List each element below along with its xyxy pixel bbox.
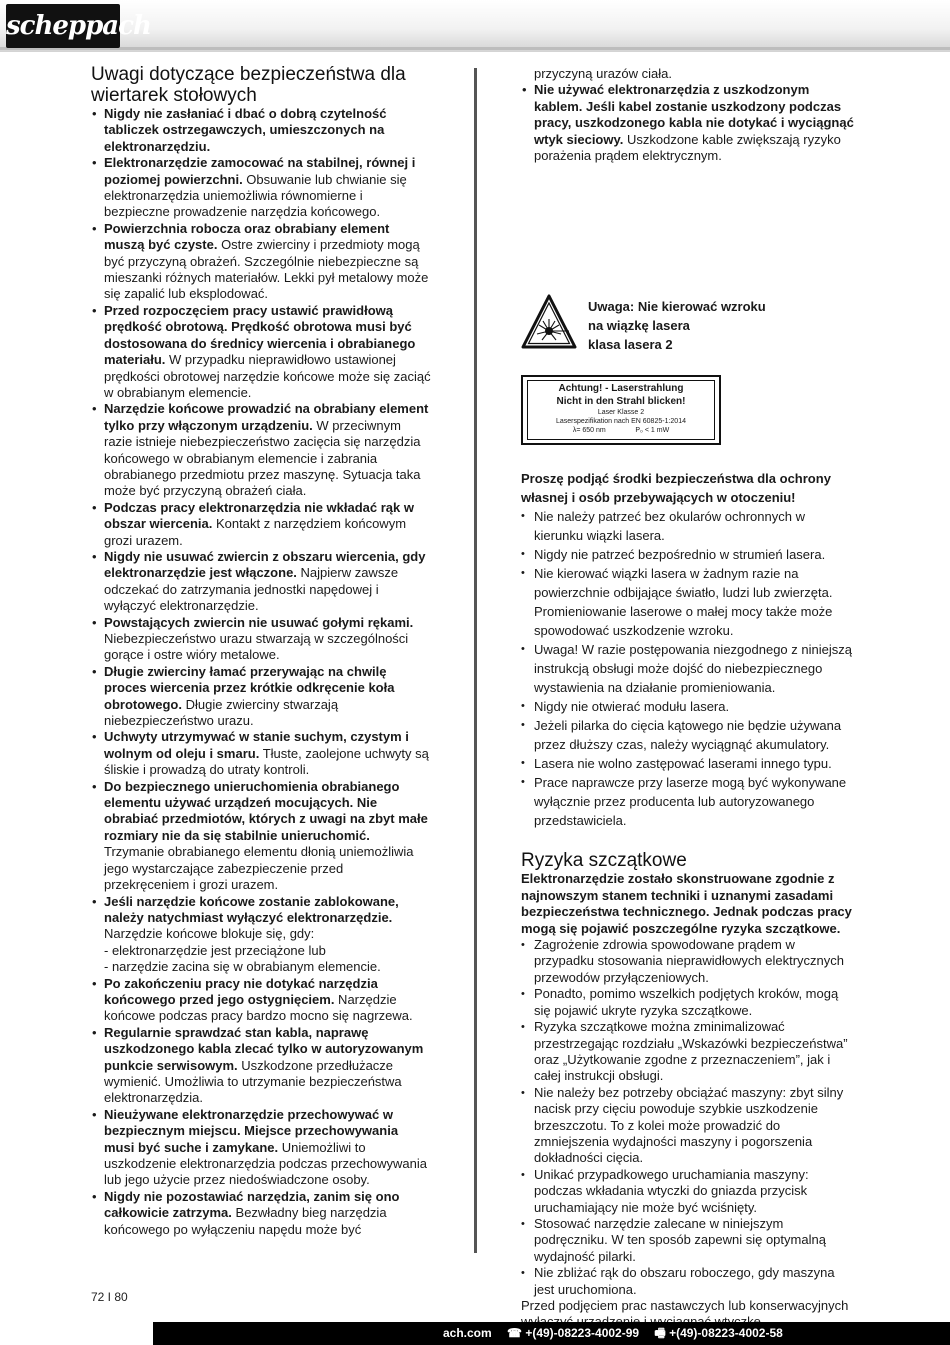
residual-intro: Elektronarzędzie zostało skonstruowane zgodnie z najnowszym stanem techniki i uznanymi zasadami bezpieczeństwa technicznego. Jednak podczas pracy mogą się pojawić poszczególne ryzyka szczątkowe. <box>521 871 852 936</box>
list-item: • Nie kierować wiązki lasera w żadnym razie na powierzchnie odbijające światło, ludzi lub zwierzęta. Promieniowanie laserowe o małej mocy także może spowodować uszkodzenie wzroku. <box>521 564 856 640</box>
item-bold-text: Nigdy nie pozostawiać narzędzia, zanim się ono całkowicie zatrzyma. <box>104 1188 400 1221</box>
left-column <box>91 64 431 1238</box>
list-item: • Zagrożenie zdrowia spowodowane prądem w przypadku stosowania nieprawidłowych elektrycznych przewodów przyłączeniowych. <box>521 937 856 986</box>
list-item: • Nie zbliżać rąk do obszaru roboczego, gdy maszyna jest uruchomiona. <box>521 1265 856 1298</box>
footer-white-block <box>0 1322 153 1345</box>
item-text: Narzędzie końcowe podczas pracy bardzo mocno się nagrzewa. <box>104 991 413 1024</box>
item-text: Uniemożliwi to uszkodzenie elektronarzędzia podczas przechowywania lub jego użycie przez niedoświadczone osoby. <box>104 1139 428 1188</box>
list-item: • Nigdy nie patrzeć bezpośrednio w strumień lasera. <box>521 545 856 564</box>
item-bold-text: Podczas pracy elektronarzędzia nie wkładać rąk w obszar wiercenia. <box>104 499 414 532</box>
item-bold-text: Do bezpiecznego unieruchomienia obrabianego elementu używać urządzeń mocujących. Nie obrabiać przedmiotów, których z uwagi na zbyt małe rozmiary nie da się stabilnie unieruchomić. <box>104 778 428 843</box>
laser-warning-line: Uwaga: Nie kierować wzroku <box>588 299 766 315</box>
residual-risks-list <box>521 937 856 1298</box>
laser-warning-line: klasa lasera 2 <box>588 337 673 353</box>
column-divider <box>474 68 477 1253</box>
item-bold-text: Powstających zwiercin nie usuwać gołymi rękami. <box>104 614 414 630</box>
item-bold-text: Długie zwierciny łamać przerywając na chwilę proces wiercenia przez krótkie odkręcenie koła obrotowego. <box>104 663 395 712</box>
list-item <box>91 401 431 499</box>
list-item <box>91 729 431 778</box>
laser-warning-block <box>521 164 856 454</box>
list-item: • Nie należy bez potrzeby obciążać maszyny: zbyt silny nacisk przy cięciu powoduje szybkie uszkodzenie brzeszczotu. To z kolei może prowadzić do zmniejszenia wydajności maszyny i pogorszenia dokładności cięcia. <box>521 1085 856 1167</box>
section-heading-drill-safety: Uwagi dotyczące bezpieczeństwa dla wiertarek stołowych <box>91 64 406 106</box>
item-text: W przeciwnym razie istnieje niebezpieczeństwo zacięcia się narzędzia końcowego w obrabianym elemencie i zabrania obrabianego przedmiotu przez maszynę. Sytuacja taka może być przyczyną obrażeń ciała. <box>104 417 421 499</box>
fax-number: 🖷 +(49)-08223-4002-58 <box>654 1326 783 1340</box>
cable-safety-list <box>521 82 856 164</box>
header-divider <box>0 47 950 50</box>
list-item <box>91 976 431 1025</box>
list-item: • Ponadto, pomimo wszelkich podjętych kroków, mogą się pojawić ukryte ryzyka szczątkowe. <box>521 986 856 1019</box>
item-text: Narzędzie końcowe blokuje się, gdy: <box>104 926 315 942</box>
laser-label-line: Laser Klasse 2 <box>597 409 645 417</box>
item-text: Uszkodzone kable zwiększają ryzyko porażenia prądem elektrycznym. <box>534 131 841 164</box>
list-item <box>91 894 431 976</box>
item-text: Niebezpieczeństwo urazu stwarzają w szczególności gorące i ostre wióry metalowe. <box>104 631 409 663</box>
list-item: • Nigdy nie otwierać modułu lasera. <box>521 697 856 716</box>
item-bold-text: Uchwyty utrzymywać w stanie suchym, czystym i wolnym od oleju i smaru. <box>104 729 409 761</box>
list-item <box>91 779 431 894</box>
laser-wavelength: λ= 650 nm <box>572 427 606 435</box>
item-text: Ostre zwierciny i przedmioty mogą być przyczyną obrażeń. Szczególnie niebezpieczne są mieszanki różnych materiałów. Lekki pył metalowy może się zapalić lub eksplodować. <box>104 237 429 302</box>
list-item: • Ryzyka szczątkowe można zminimalizować przestrzegając rozdziału „Wskazówki bezpieczeństwa” oraz „Użytkowanie zgodne z przeznaczeniem”, jak i całej instrukcji obsługi. <box>521 1019 856 1085</box>
list-item: • Uwaga! W razie postępowania niezgodnego z niniejszą instrukcją obsługi może dojść do niebezpiecznego wystawienia na działanie promieniowania. <box>521 640 856 697</box>
list-item <box>91 1189 431 1238</box>
closing-note: Przed podjęciem prac nastawczych lub konserwacyjnych <box>521 1298 849 1313</box>
laser-hazard-icon <box>521 294 577 350</box>
list-item <box>91 615 431 664</box>
item-text: Kontakt z narzędziem końcowym grozi urazem. <box>104 516 407 548</box>
item-bold-text: Jeśli narzędzie końcowe zostanie zablokowane, należy natychmiast wyłączyć elektronarzędzie. <box>104 893 399 925</box>
item-text: Najpierw zawsze odczekać do zatrzymania jednostki napędowej i wyłączyć elektronarzędzie. <box>104 565 399 614</box>
continued-text: przyczyną urazów ciała. <box>534 66 672 81</box>
list-item <box>91 500 431 549</box>
list-item <box>91 155 431 221</box>
right-column <box>521 66 856 1331</box>
section-heading-residual-risks: Ryzyka szczątkowe <box>521 850 687 872</box>
list-item <box>91 1107 431 1189</box>
list-item: • Unikać przypadkowego uruchamiania maszyny: podczas wkładania wtyczki do gniazda przycisk uruchamiający nie może być wciśnięty. <box>521 1167 856 1216</box>
item-text: Uszkodzone przedłużacze wymienić. Umożliwia to utrzymanie bezpieczeństwa elektronarzędzia. <box>104 1057 402 1106</box>
item-text: Obsuwanie lub chwianie się elektronarzędzia uniemożliwia równomierne i bezpieczne prowadzenie narzędzia końcowego. <box>104 171 407 220</box>
item-text: Tłuste, zaolejone uchwyty są śliskie i prowadzą do utraty kontroli. <box>104 745 429 778</box>
item-bold-text: Po zakończeniu pracy nie dotykać narzędzia końcowego przed jego ostygnięciem. <box>104 975 378 1007</box>
list-item: • Jeżeli pilarka do cięcia kątowego nie będzie używana przez dłuższy czas, należy wyciągnąć akumulatory. <box>521 716 856 754</box>
list-item: • Nie należy patrzeć bez okularów ochronnych w kierunku wiązki lasera. <box>521 507 856 545</box>
item-bold-text: Elektronarzędzie zamocować na stabilnej, równej i poziomej powierzchni. <box>104 155 416 187</box>
laser-class-label <box>521 375 721 445</box>
laser-label-line: Laserspezifikation nach EN 60825-1:2014 <box>556 418 686 426</box>
laser-warning-text <box>588 297 766 354</box>
list-item <box>521 82 856 164</box>
laser-label-line: Nicht in den Strahl blicken! <box>556 396 686 408</box>
item-bold-text: Narzędzie końcowe prowadzić na obrabiany element tylko przy włączonym urządzeniu. <box>104 401 429 433</box>
list-item: • Prace naprawcze przy laserze mogą być wykonywane wyłącznie przez producenta lub autoryzowanego przedstawiciela. <box>521 773 856 830</box>
laser-intro: Proszę podjąć środki bezpieczeństwa dla ochrony własnej i osób przebywających w otoczeniu! <box>521 471 831 506</box>
item-bold-text: Nieużywane elektronarzędzie przechowywać w bezpiecznym miejscu. Miejsce przechowywania musi być suche i zamykane. <box>104 1106 399 1155</box>
blocking-condition: - narzędzie zacina się w obrabianym elemencie. <box>104 959 381 975</box>
item-text: Długie zwierciny stwarzają niebezpieczeństwo urazu. <box>104 696 339 729</box>
item-text: Trzymanie obrabianego elementu dłonią uniemożliwia jego wystarczające zabezpieczenie przed przekręceniem i grozi urazem. <box>104 844 414 893</box>
laser-power: P₀ < 1 mW <box>635 427 670 435</box>
list-item <box>91 549 431 615</box>
list-item: • Lasera nie wolno zastępować laserami innego typu. <box>521 754 856 773</box>
list-item <box>91 221 431 303</box>
list-item <box>91 303 431 401</box>
list-item <box>91 106 431 155</box>
brand-logo: scheppach <box>6 4 120 48</box>
item-bold-text: Nigdy nie zasłaniać i dbać o dobrą czytelność tabliczek ostrzegawczych, umieszczonych na elektronarzędziu. <box>104 106 387 154</box>
safety-list <box>91 106 431 1238</box>
item-bold-text: Nigdy nie usuwać zwiercin z obszaru wiercenia, gdy elektronarzędzie jest włączone. <box>104 548 426 581</box>
item-text: W przypadku nieprawidłowo ustawionej prędkości obrotowej narzędzie końcowe może się zaciąć w obrabianym elemencie. <box>104 352 431 400</box>
phone-number: ☎ +(49)-08223-4002-99 <box>507 1326 640 1340</box>
website-link[interactable]: ach.com <box>443 1326 492 1340</box>
laser-label-line: Achtung! - Laserstrahlung <box>558 383 684 395</box>
list-item: • Stosować narzędzie zalecane w niniejszym podręczniku. W ten sposób zapewni się optymalną wydajność pilarki. <box>521 1216 856 1265</box>
item-bold-text: Regularnie sprawdzać stan kabla, naprawę uszkodzonego kabla zlecać tylko w autoryzowanym punkcie serwisowym. <box>104 1024 424 1073</box>
item-bold-text: Powierzchnia robocza oraz obrabiany element muszą być czyste. <box>104 220 390 253</box>
item-bold-text: Nie używać elektronarzędzia z uszkodzonym kablem. Jeśli kabel zostanie uszkodzony podczas pracy, uszkodzonego kabla nie dotykać i wyciągnąć wtyk sieciowy. <box>534 82 854 147</box>
laser-precautions-list <box>521 507 856 830</box>
item-text: Bezwładny bieg narzędzia końcowego po wyłączeniu napędu może być <box>104 1205 387 1237</box>
footer-contact <box>443 1325 795 1341</box>
blocking-condition: - elektronarzędzie jest przeciążone lub <box>104 942 326 958</box>
item-bold-text: Przed rozpoczęciem pracy ustawić prawidłową prędkość obrotową. Prędkość obrotowa musi być dostosowana do średnicy wiercenia i obrabianego materiału. <box>104 302 416 368</box>
list-item <box>91 1025 431 1107</box>
list-item <box>91 664 431 730</box>
page-number: 72 I 80 <box>91 1290 128 1304</box>
laser-warning-line: na wiązkę lasera <box>588 318 690 334</box>
